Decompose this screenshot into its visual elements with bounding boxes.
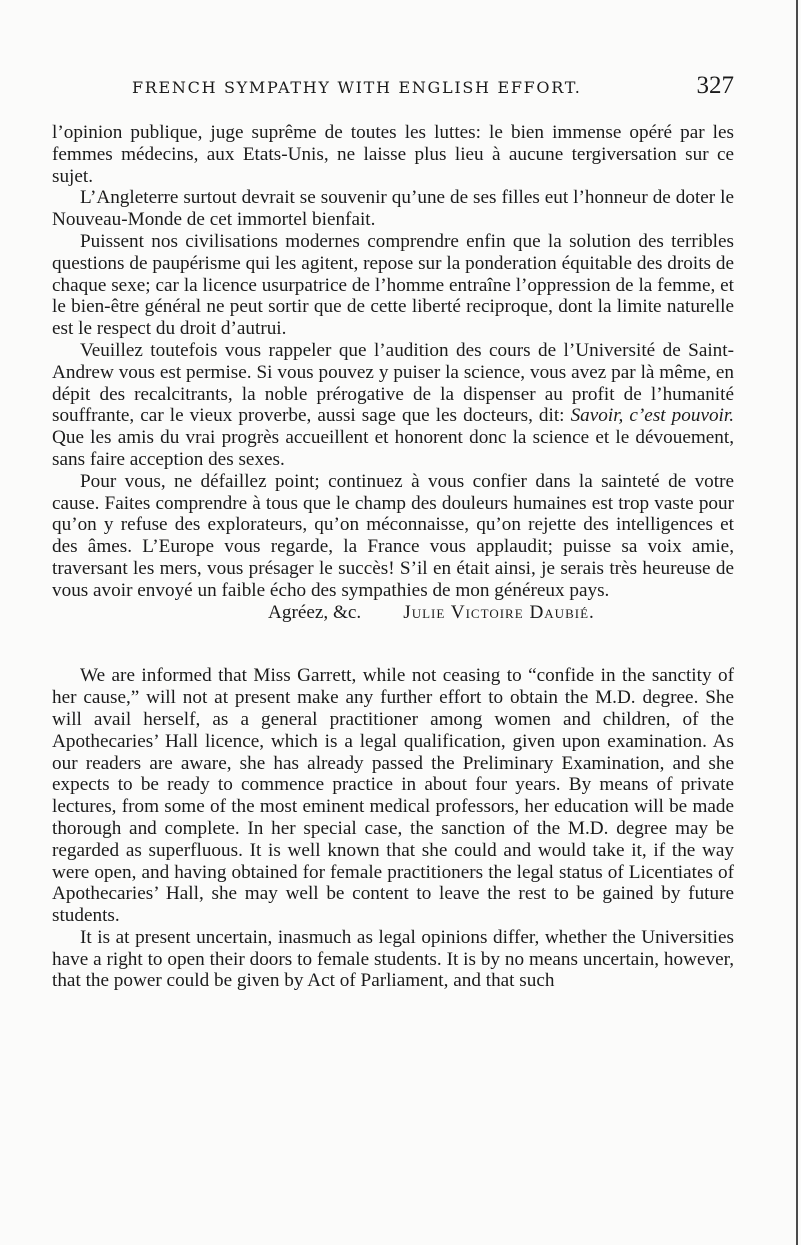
- article-paragraph: We are informed that Miss Garrett, while not ceasing to “confide in the sanctity of her cause,” will not at present make any further effort to obtain the M.D. degree. She will avail herself, as a general practitioner among women and children, of the Apothecaries’ Hall licence, which is a legal qualification, given upon examination. As our readers are aware, she has already passed the Preliminary Examination, and she expects to be ready to commence practice in about four years. By means of private lectures, from some of the most eminent medical professors, her education will be made thorough and complete. In her special case, the sanction of the M.D. degree may be regarded as superfluous. It is well known that she could and would take it, if the way were open, and having obtained for female practitioners the legal status of Licentiates of Apothecaries’ Hall, she may well be content to leave the rest to be gained by future students.: [52, 665, 734, 927]
- running-title: FRENCH SYMPATHY WITH ENGLISH EFFORT.: [132, 78, 582, 97]
- running-head: [52, 72, 742, 104]
- page-number: 327: [696, 72, 734, 99]
- letter-signature: [52, 602, 734, 624]
- page-edge-shadow: [796, 0, 798, 1245]
- letter-paragraph-continued: l’opinion publique, juge suprême de toutes les luttes: le bien immense opéré par les femmes médecins, aux Etats-Unis, ne laisse plus lieu à aucune tergiversation sur ce sujet.: [52, 122, 734, 187]
- proverb-quote: Savoir, c’est pouvoir.: [570, 405, 735, 427]
- closing-formula: Agréez, &c.: [268, 601, 362, 623]
- letter-text: Que les amis du vrai progrès accueillent et honorent donc la science et le dévouement, sans faire acception des sexes.: [52, 427, 734, 470]
- section-gap: [52, 623, 734, 665]
- letter-paragraph: Puissent nos civilisations modernes comprendre enfin que la solution des terribles questions de paupérisme qui les agitent, repose sur la ponderation équitable des droits de chaque sexe; car la licence usurpatrice de l’homme entraîne l’oppression de la femme, et le bien-être général ne peut sortir que de cette liberté reciproque, dont la limite naturelle est le respect du droit d’autrui.: [52, 230, 734, 340]
- article-paragraph: It is at present uncertain, inasmuch as legal opinions differ, whether the Universities have a right to open their doors to female students. It is by no means uncertain, however, that the power could be given by Act of Parliament, and that such: [52, 926, 734, 992]
- body-text: [52, 122, 734, 992]
- letter-text: Veuillez toutefois vous rappeler que l’audition des cours de l’Université de Saint-Andrew vous est permise. Si vous pouvez y puiser la science, vous avez par là même, en dépit des recalcitrants, la noble prérogative de la dispenser au profit de l’humanité souffrante, car le vieux proverbe, aussi sage que les docteurs, dit:: [52, 339, 734, 427]
- letter-paragraph: L’Angleterre surtout devrait se souvenir qu’une de ses filles eut l’honneur de doter le Nouveau-Monde de cet immortel bienfait.: [52, 187, 734, 231]
- letter-paragraph: Pour vous, ne défaillez point; continuez à vous confier dans la sainteté de votre cause. Faites comprendre à tous que le champ des douleurs humaines est trop vaste pour qu’on y refuse des explorateurs, qu’on méconnaisse, qu’on rejette des intelligences et des âmes. L’Europe vous regarde, la France vous applaudit; puisse sa voix amie, traversant les mers, vous présager le succès! S’il en était ainsi, je serais très heureuse de vous avoir envoyé un faible écho des sympathies de mon généreux pays.: [52, 470, 734, 601]
- letter-paragraph: [52, 340, 734, 471]
- signer-name: Julie Victoire Daubié.: [403, 601, 595, 623]
